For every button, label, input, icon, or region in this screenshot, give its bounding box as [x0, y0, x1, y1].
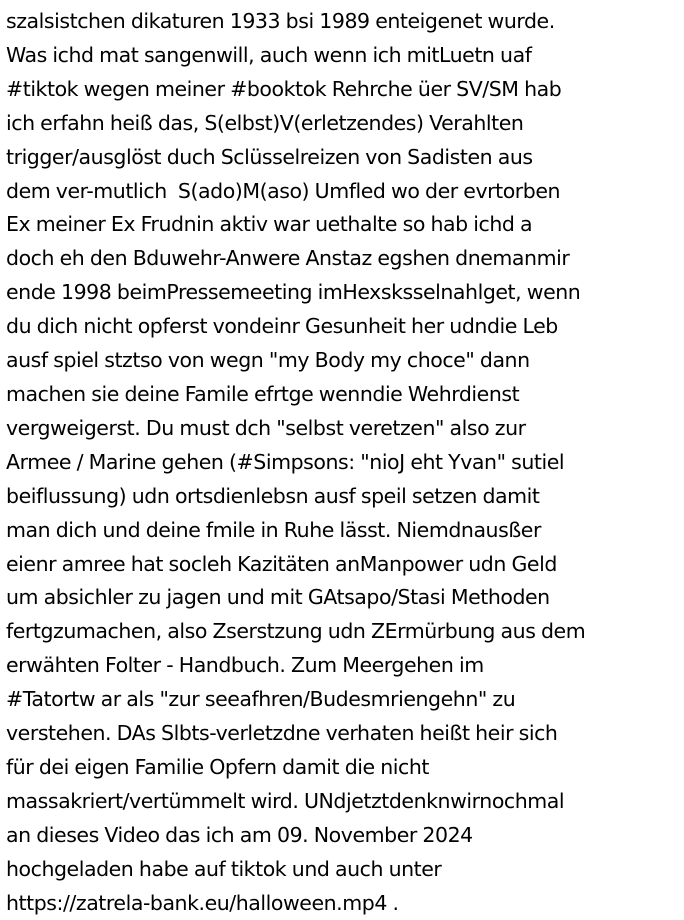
- text-line: Was ichd mat sangenwill, auch wenn ich mitLuetn uaf: [6, 42, 532, 67]
- text-line: dem ver-mutlich S(ado)M(aso) Umfled wo der evrtorben: [6, 178, 561, 203]
- text-line: erwähten Folter - Handbuch. Zum Meergehen im: [6, 653, 484, 678]
- text-line: https://zatrela-bank.eu/halloween.mp4 .: [6, 890, 399, 915]
- text-line: hochgeladen habe auf tiktok und auch unter: [6, 856, 442, 881]
- text-line: #Tatortw ar als "zur seeafhren/Budesmriengehn" zu: [6, 687, 516, 712]
- text-line: ausf spiel stztso von wegn "my Body my choce" dann: [6, 348, 530, 373]
- text-line: #tiktok wegen meiner #booktok Rehrche üer SV/SM hab: [6, 76, 562, 101]
- text-line: verstehen. DAs Slbts-verletzdne verhaten heißt heir sich: [6, 721, 558, 746]
- text-line: fertgzumachen, also Zserstzung udn ZErmürbung aus dem: [6, 619, 586, 644]
- text-line: trigger/ausglöst duch Sclüsselreizen von Sadisten aus: [6, 144, 533, 169]
- text-line: beiflussung) udn ortsdienlebsn ausf speil setzen damit: [6, 483, 540, 508]
- text-line: Ex meiner Ex Frudnin aktiv war uethalte so hab ichd a: [6, 212, 533, 237]
- text-line: szalsistchen dikaturen 1933 bsi 1989 enteigenet wurde.: [6, 9, 555, 33]
- text-line: ende 1998 beimPressemeeting imHexsksselnahlget, wenn: [6, 280, 581, 305]
- text-line: um absichler zu jagen und mit GAtsapo/Stasi Methoden: [6, 585, 550, 610]
- text-line: man dich und deine fmile in Ruhe lässt. Niemdnausßer: [6, 517, 541, 542]
- text-line: an dieses Video das ich am 09. November 2024: [6, 822, 473, 847]
- text-line: machen sie deine Famile efrtge wenndie Wehrdienst: [6, 381, 520, 406]
- text-line: doch eh den Bduwehr-Anwere Anstaz egshen dnemanmir: [6, 246, 570, 271]
- text-line: für dei eigen Familie Opfern damit die nicht: [6, 754, 429, 779]
- text-line: eienr amree hat socleh Kazitäten anManpower udn Geld: [6, 551, 557, 576]
- text-line: du dich nicht opferst vondeinr Gesunheit her udndie Leb: [6, 314, 558, 339]
- text-line: vergweigerst. Du must dch "selbst veretzen" also zur: [6, 415, 526, 440]
- text-line: Armee / Marine gehen (#Simpsons: "nioJ eht Yvan" sutiel: [6, 449, 565, 474]
- text-line: massakriert/vertümmelt wird. UNdjetztdenknwirnochmal: [6, 788, 565, 813]
- text-line: ich erfahn heiß das, S(elbst)V(erletzendes) Verahlten: [6, 110, 524, 135]
